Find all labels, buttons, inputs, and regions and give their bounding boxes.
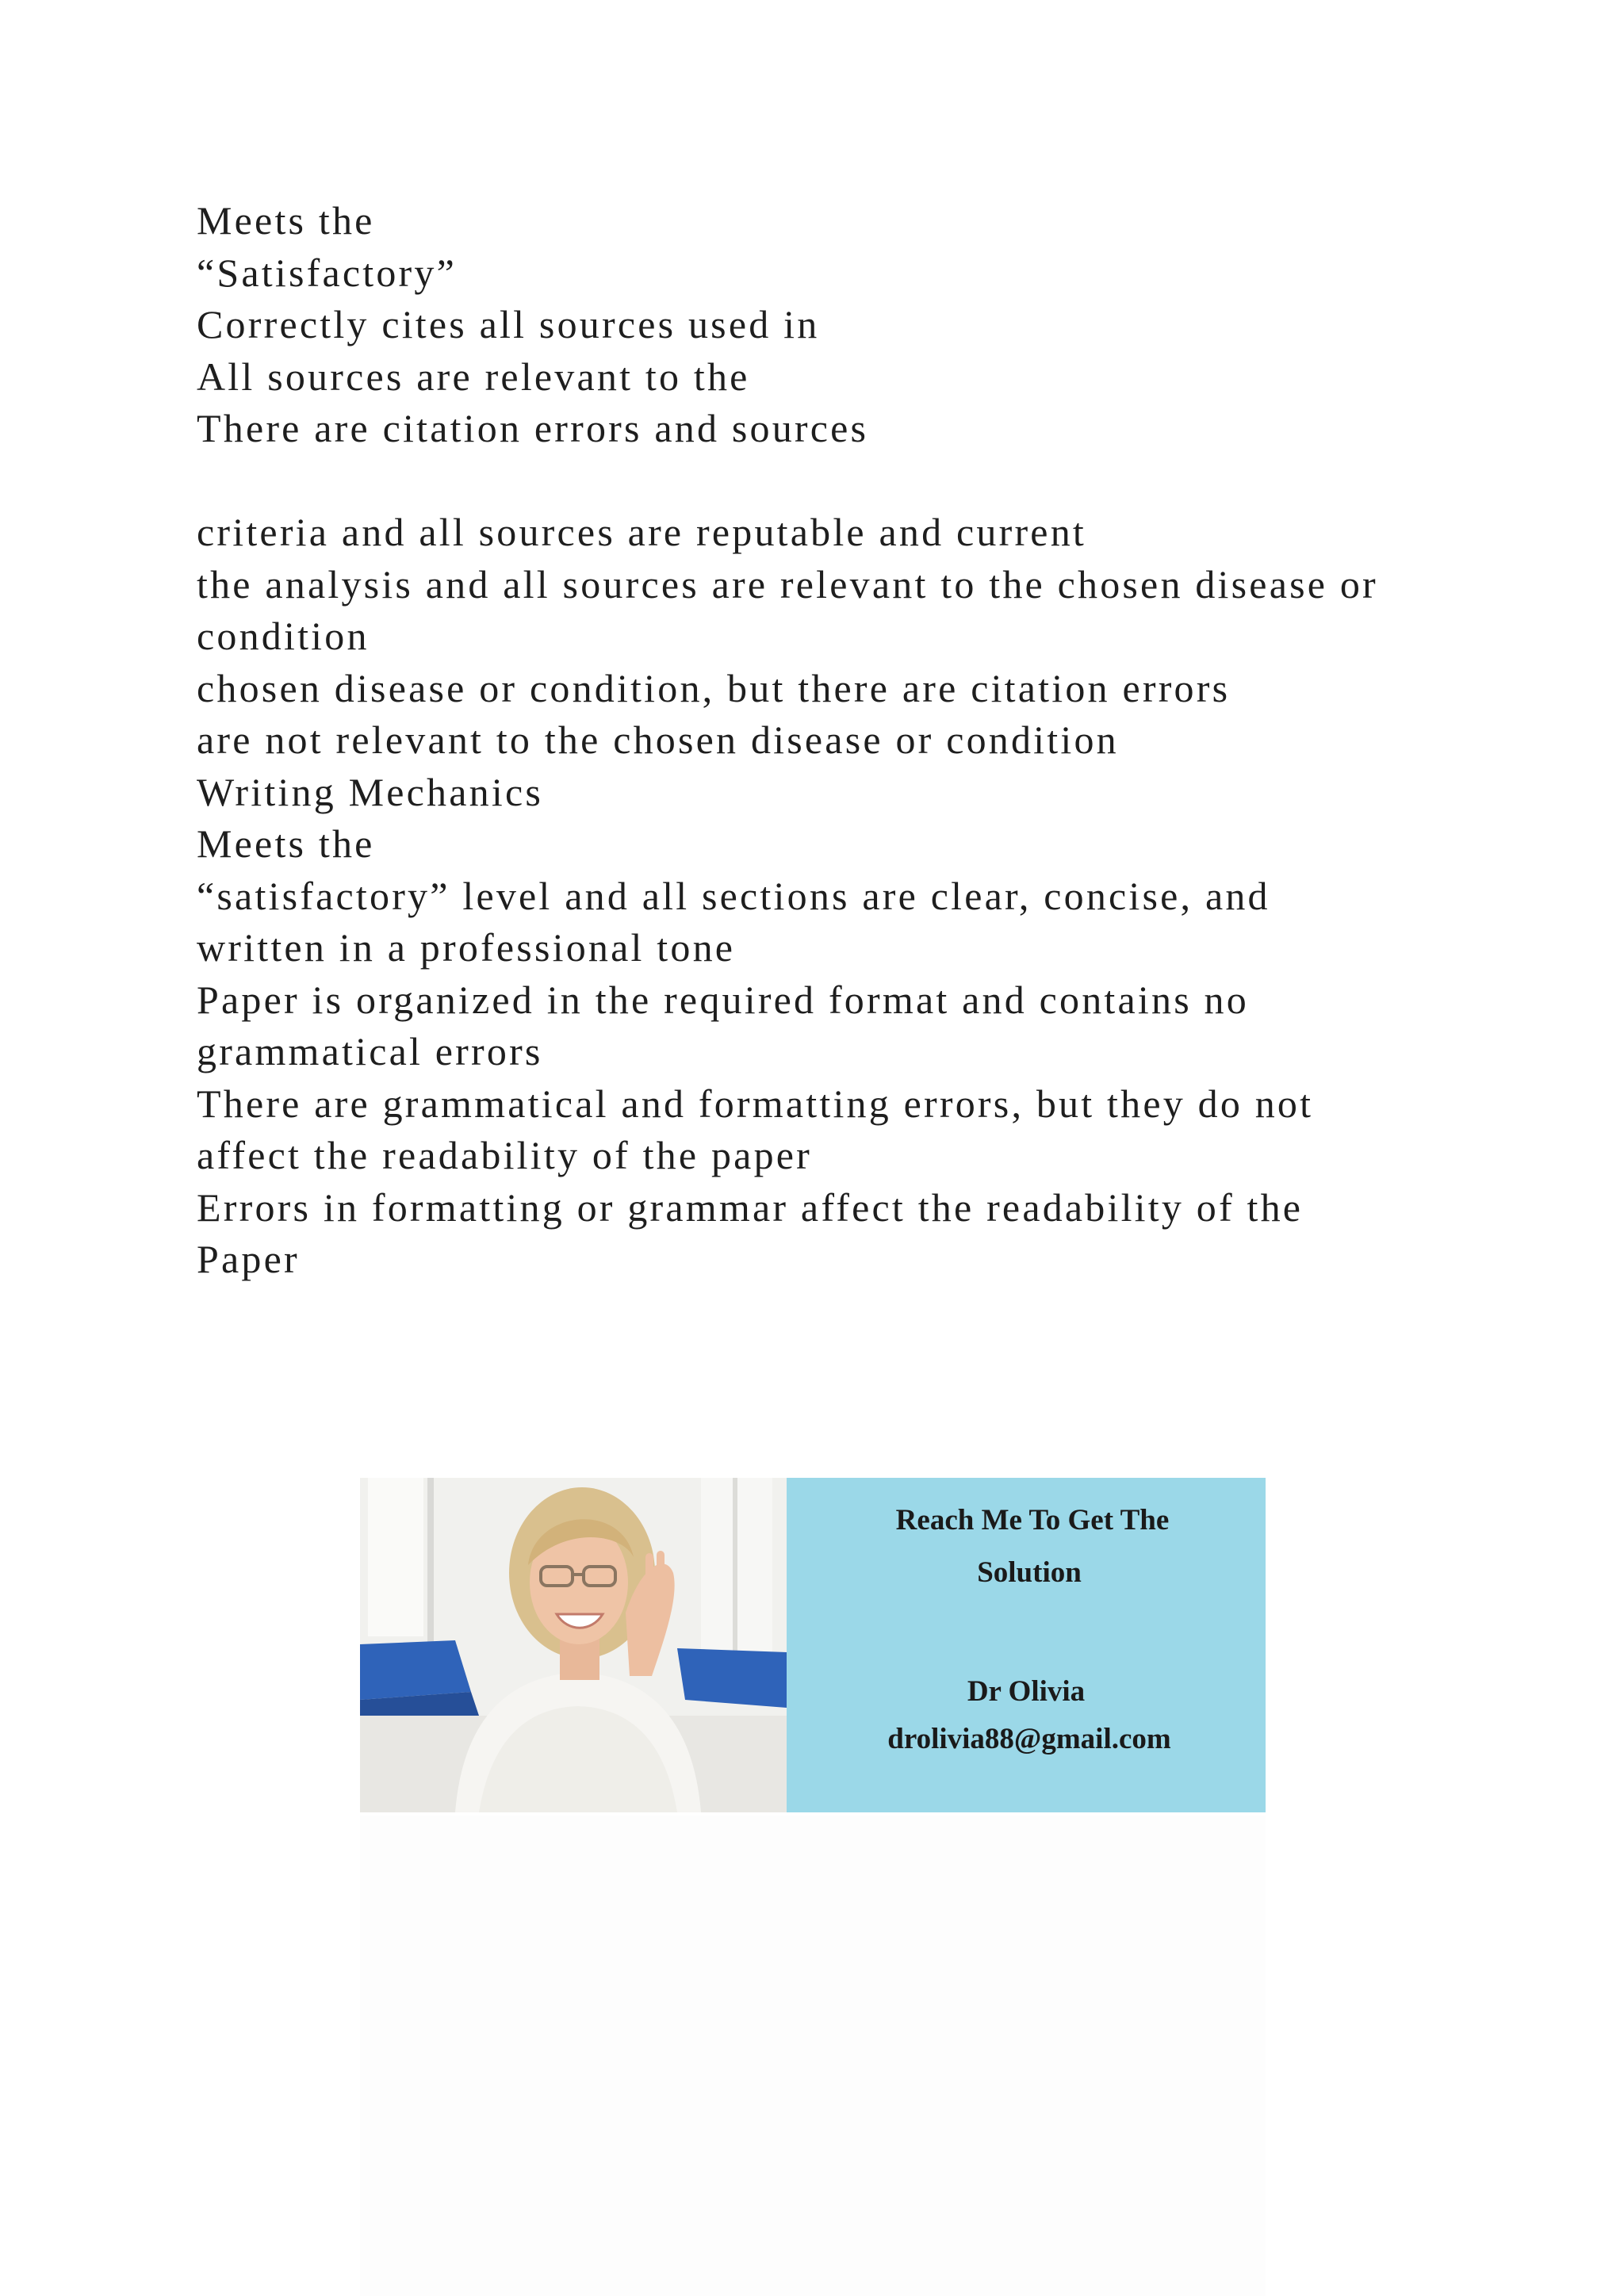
text-line: “Satisfactory”: [197, 250, 458, 295]
text-line: written in a professional tone: [197, 925, 736, 970]
text-line: chosen disease or condition, but there are citation errors: [197, 665, 1231, 710]
text-line: the analysis and all sources are relevant to the chosen disease or: [197, 561, 1378, 607]
contact-name: Dr Olivia: [967, 1675, 1086, 1708]
text-line: There are grammatical and formatting errors, but they do not: [197, 1081, 1314, 1126]
text-line: There are citation errors and sources: [197, 406, 869, 450]
text-line: Paper: [197, 1237, 300, 1281]
portrait-photo: [360, 1478, 787, 1812]
contact-banner: [360, 1478, 1266, 1812]
text-line: grammatical errors: [197, 1029, 543, 1073]
text-line: Meets the: [197, 198, 375, 243]
text-line: Paper is organized in the required format and contains no: [197, 977, 1249, 1022]
text-line: Correctly cites all sources used in: [197, 302, 820, 346]
banner-subheadline: Solution: [977, 1556, 1082, 1589]
contact-email: drolivia88@gmail.com: [887, 1723, 1171, 1755]
text-line: Meets the: [197, 821, 375, 866]
text-line: are not relevant to the chosen disease or condition: [197, 718, 1119, 762]
text-line: criteria and all sources are reputable and current: [197, 510, 1086, 554]
text-line: affect the readability of the paper: [197, 1133, 813, 1177]
blank-line: [197, 455, 1434, 507]
contact-info-panel: [787, 1478, 1266, 1812]
text-line: Errors in formatting or grammar affect the readability of the: [197, 1184, 1304, 1230]
text-line: condition: [197, 614, 370, 658]
banner-headline: Reach Me To Get The: [895, 1504, 1170, 1536]
text-line: “satisfactory” level and all sections are clear, concise, and: [197, 873, 1270, 918]
blank-image-area: [360, 1816, 1266, 2296]
rubric-text: [197, 195, 1434, 1286]
section-heading: Writing Mechanics: [197, 769, 543, 814]
text-line: All sources are relevant to the: [197, 354, 750, 399]
